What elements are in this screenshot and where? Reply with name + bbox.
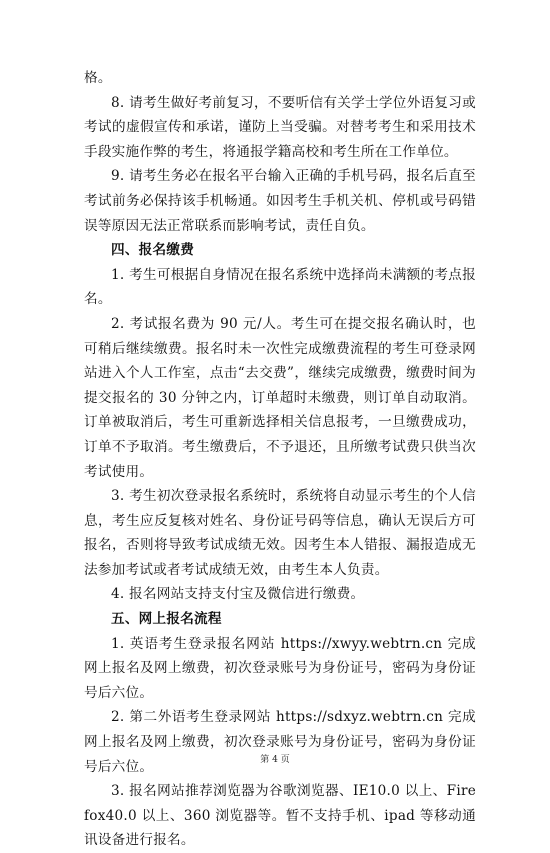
section-heading-online-registration: 五、网上报名流程 [111,611,222,628]
paragraph-fee-item-4: 4. 报名网站支持支付宝及微信进行缴费。 [111,586,365,603]
paragraph-process-item-3: 3. 报名网站推荐浏览器为谷歌浏览器、IE10.0 以上、Firefox40.0 以上、360 浏览器等。暂不支持手机、ipad 等移动通讯设备进行报名。 [84,783,476,849]
document-body [84,66,476,853]
paragraph-item-9: 9. 请考生务必在报名平台输入正确的手机号码，报名后直至考试前务必保持该手机畅通。如因考生手机关机、停机或号码错误等原因无法正常联系而影响考试，责任自负。 [84,168,476,234]
paragraph-process-item-1: 1. 英语考生登录报名网站 https://xwyy.webtrn.cn 完成网上报名及网上缴费，初次登录账号为身份证号，密码为身份证号后六位。 [84,635,476,701]
section-heading-registration-fee: 四、报名缴费 [111,242,195,259]
paragraph-continuation: 格。 [84,70,112,86]
paragraph-process-item-2: 2. 第二外语考生登录网站 https://sdxyz.webtrn.cn 完成网上报名及网上缴费，初次登录账号为身份证号，密码为身份证号后六位。 [84,709,476,775]
paragraph-fee-item-2: 2. 考试报名费为 90 元/人。考生可在提交报名确认时，也可稍后继续缴费。报名时未一次性完成缴费流程的考生可登录网站进入个人工作室，点击“去交费”，继续完成缴费，缴费时间为提交报名的 30 分钟之内，订单超时未缴费，则订单自动取消。订单被取消后，考生可重新选择相关信息报考，一旦缴费成功，订单不予取消。考生缴费后，不予退还，且所缴考试费只供当次考试使用。 [84,315,476,480]
paragraph-fee-item-1: 1. 考生可根据自身情况在报名系统中选择尚未满额的考点报名。 [84,266,476,308]
paragraph-item-8: 8. 请考生做好考前复习，不要听信有关学士学位外语复习或考试的虚假宣传和承诺，谨防上当受骗。对替考考生和采用技术手段实施作弊的考生，将通报学籍高校和考生所在工作单位。 [84,94,476,160]
paragraph-fee-item-3: 3. 考生初次登录报名系统时，系统将自动显示考生的个人信息，考生应反复核对姓名、身份证号码等信息，确认无误后方可报名，否则将导致考试成绩无效。因考生本人错报、漏报造成无法参加考试或者考试成绩无效，由考生本人负责。 [84,488,476,578]
page-number-footer: 第 4 页 [260,755,290,765]
